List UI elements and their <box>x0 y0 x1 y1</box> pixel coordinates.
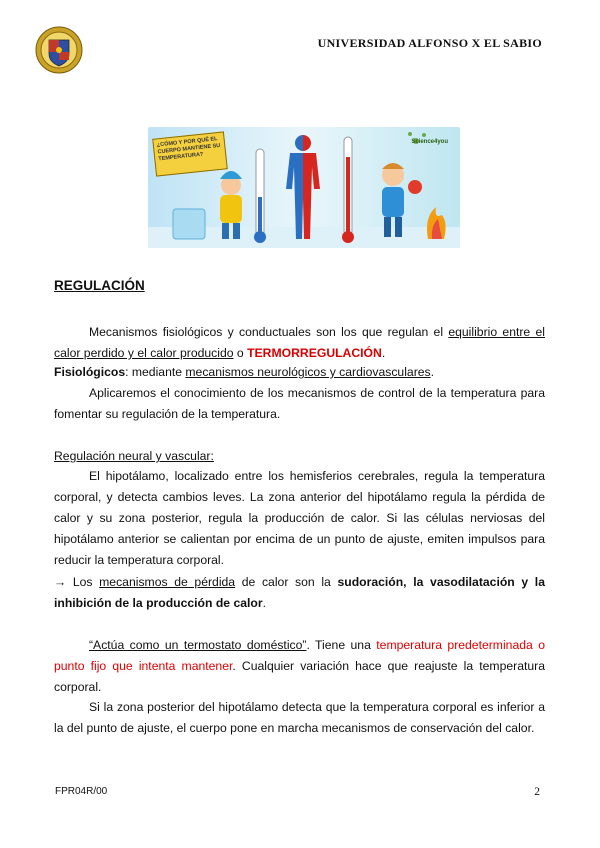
paragraph-physiological <box>54 362 545 383</box>
p1-connector: o <box>233 346 248 360</box>
thermostat-quote: “Actúa como un termostato doméstico” <box>89 638 307 652</box>
paragraph-conservation: Si la zona posterior del hipotálamo detecta que la temperatura corporal es inferior a la del punto de ajuste, el cuerpo pone en marcha mecanismos de conservación del calor. <box>54 700 545 735</box>
university-name: UNIVERSIDAD ALFONSO X EL SABIO <box>317 36 542 50</box>
p5-end: . <box>262 596 266 610</box>
p5-text: de calor son la <box>235 575 338 589</box>
paragraph-thermostat <box>54 635 545 698</box>
p6-text: . Tiene una <box>306 638 377 652</box>
subheading-neural-vascular: Regulación neural y vascular: <box>54 449 214 463</box>
p2-end: . <box>430 365 435 379</box>
p5-underlined: mecanismos de pérdida <box>99 575 236 589</box>
p6-red: temperatura predeterminada o punto fijo que intenta mantener <box>54 638 545 673</box>
p1-underlined: equilibrio entre el calor perdido y el calor producido <box>54 325 545 360</box>
p6-end: . Cualquier variación hace que reajuste la temperatura corporal. <box>54 659 545 694</box>
p5-bold: sudoración, la vasodilatación y la inhibición de la producción de calor <box>54 575 545 610</box>
p1-text: Mecanismos fisiológicos y conductuales son los que regulan el <box>89 325 449 339</box>
termorregulacion-term: TERMORREGULACIÓN <box>247 346 382 360</box>
p2-text: : mediante <box>125 365 186 379</box>
paragraph-apply: Aplicaremos el conocimiento de los mecanismos de control de la temperatura para fomentar su regulación de la temperatura. <box>54 386 545 421</box>
p1-end: . <box>381 346 386 360</box>
temperature-banner-image <box>148 127 460 248</box>
paragraph-loss-mechanisms <box>54 572 545 614</box>
section-heading: REGULACIÓN <box>54 278 145 293</box>
university-logo <box>35 26 83 74</box>
paragraph-hypothalamus: El hipotálamo, localizado entre los hemisferios cerebrales, regula la temperatura corporal, y detecta cambios leves. La zona anterior del hipotálamo regula la pérdida de calor y su zona posterior, regula la producción de calor. Si las células nerviosas del hipotálamo anterior se calientan por encima de un punto de ajuste, emiten impulsos para reducir la temperatura corporal. <box>54 469 545 567</box>
banner-question: ¿CÓMO Y POR QUÉ EL CUERPO MANTIENE SU TEMPERATURA? <box>152 131 228 176</box>
p5-arrow-text: → Los <box>54 575 100 589</box>
page-number: 2 <box>534 786 540 798</box>
banner-brand: Science4you <box>411 139 448 145</box>
p2-underlined: mecanismos neurológicos y cardiovasculares <box>185 365 431 379</box>
paragraph-definition <box>54 322 545 364</box>
fisiologicos-label: Fisiológicos <box>54 365 126 379</box>
footer-code: FPR04R/00 <box>55 786 108 797</box>
